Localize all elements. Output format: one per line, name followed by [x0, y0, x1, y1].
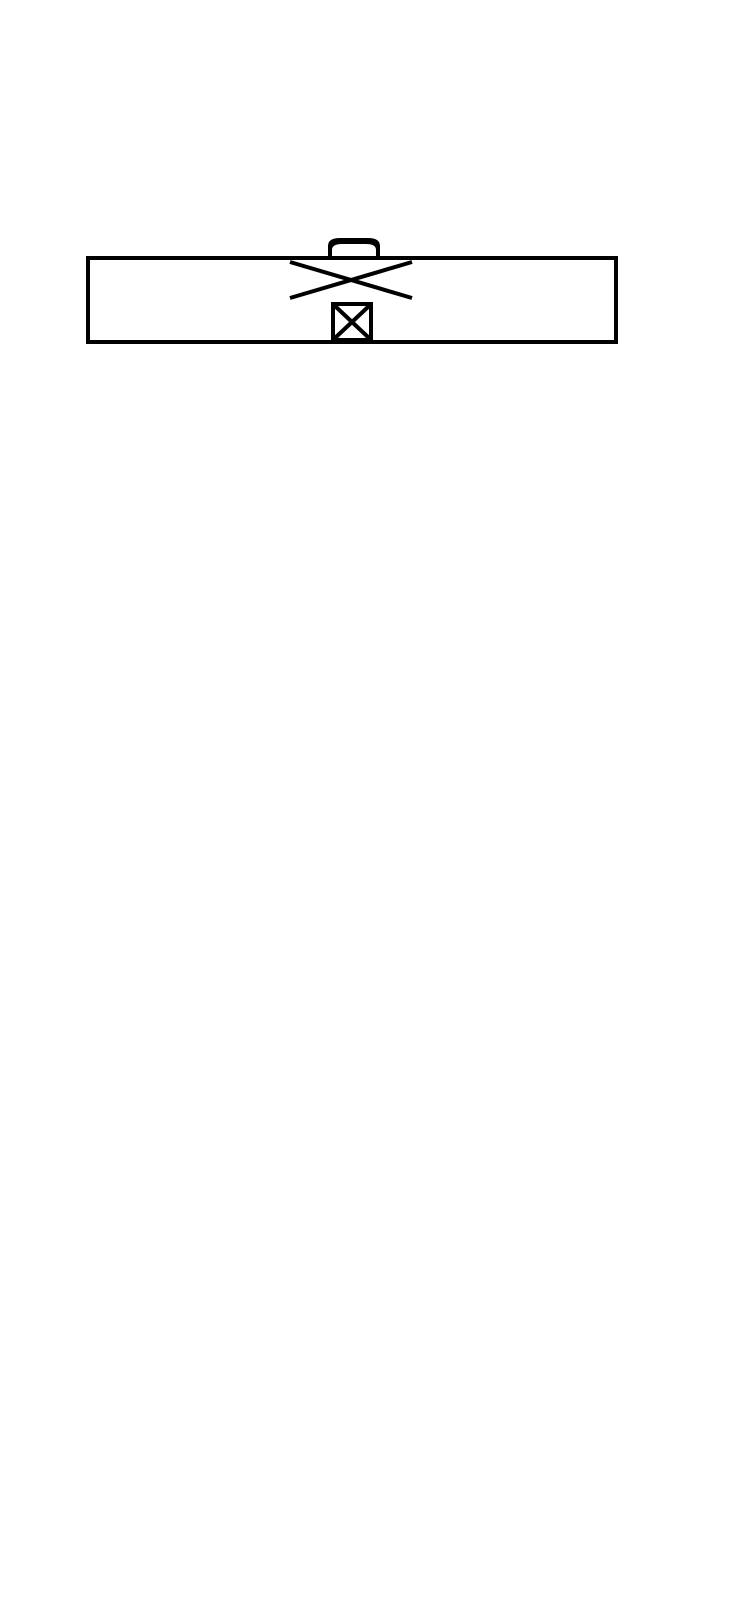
connector-latch: [328, 238, 380, 260]
blank-cavity-x: [290, 262, 412, 298]
blank-pin-x: [333, 304, 371, 340]
connector-housing: [88, 258, 616, 342]
connector-diagram: [0, 0, 752, 360]
